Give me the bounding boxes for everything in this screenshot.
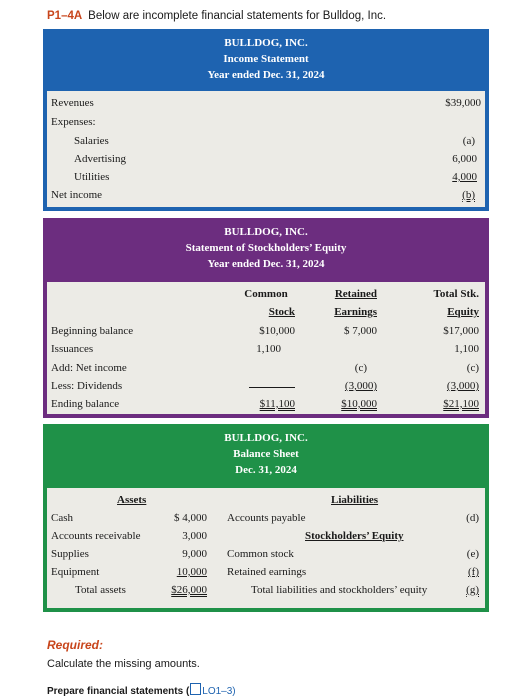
balance-sheet-panel — [43, 424, 489, 612]
common-subtotal-rule — [249, 387, 295, 388]
dividends-total: (3,000) — [446, 380, 479, 392]
document-link-icon[interactable] — [190, 683, 201, 695]
accounts-payable-label: Accounts payable — [227, 512, 306, 524]
company-name: BULLDOG, INC. — [224, 226, 308, 238]
ending-label: Ending balance — [51, 398, 120, 410]
ending-total: $21,100 — [443, 398, 479, 410]
required-heading: Required: — [47, 638, 104, 652]
income-statement-panel — [43, 29, 489, 211]
common-stock-label: Common stock — [227, 548, 294, 560]
ending-retained: $10,000 — [341, 398, 377, 410]
prepare-text: Prepare financial statements ( — [47, 686, 190, 697]
balance-sheet-title — [43, 430, 489, 478]
net-income-retained: (c) — [354, 362, 367, 374]
beginning-retained: $ 7,000 — [344, 325, 377, 337]
advertising-value: 6,000 — [452, 153, 477, 165]
cash-label: Cash — [51, 512, 73, 524]
retained-header-1: Retained — [334, 288, 377, 300]
beginning-total: $17,000 — [443, 325, 479, 337]
income-statement-body — [47, 91, 485, 207]
revenues-value: $39,000 — [445, 97, 481, 109]
problem-tag: P1–4A — [47, 10, 83, 22]
total-header-1: Total Stk. — [433, 288, 479, 300]
net-income-value: (b) — [462, 189, 475, 201]
supplies-label: Supplies — [51, 548, 89, 560]
total-liabilities-equity-label: Total liabilities and stockholders’ equity — [251, 584, 428, 596]
statement-period: Year ended Dec. 31, 2024 — [207, 69, 325, 81]
equity-header: Stockholders’ Equity — [305, 530, 404, 542]
statement-name: Income Statement — [223, 53, 309, 65]
common-header-2: Stock — [268, 306, 295, 318]
net-income-label: Add: Net income — [51, 362, 127, 374]
dividends-retained: (3,000) — [344, 380, 377, 392]
statement-period: Year ended Dec. 31, 2024 — [207, 258, 325, 270]
issuances-common: 1,100 — [256, 343, 281, 355]
revenues-label: Revenues — [51, 97, 94, 109]
total-liabilities-equity-value: (g) — [466, 584, 479, 596]
accounts-receivable-label: Accounts receivable — [51, 530, 141, 542]
income-statement-title — [43, 35, 489, 83]
liabilities-header: Liabilities — [331, 494, 379, 506]
net-income-total: (c) — [466, 362, 479, 374]
problem-text: Below are incomplete financial statements for Bulldog, Inc. — [88, 10, 387, 22]
total-assets-label: Total assets — [75, 584, 126, 596]
equity-statement-panel — [43, 218, 489, 418]
retained-header-2: Earnings — [334, 306, 377, 318]
company-name: BULLDOG, INC. — [224, 37, 308, 49]
retained-earnings-label: Retained earnings — [227, 566, 307, 578]
equipment-label: Equipment — [51, 566, 100, 578]
beginning-label: Beginning balance — [51, 325, 134, 337]
statement-name: Balance Sheet — [233, 448, 299, 460]
beginning-common: $10,000 — [259, 325, 295, 337]
accounts-receivable-value: 3,000 — [182, 530, 207, 542]
expenses-label: Expenses: — [51, 116, 96, 128]
total-header-2: Equity — [447, 306, 479, 318]
accounts-payable-value: (d) — [466, 512, 479, 524]
statement-period: Dec. 31, 2024 — [235, 464, 297, 476]
company-name: BULLDOG, INC. — [224, 432, 308, 444]
equipment-value: 10,000 — [176, 566, 207, 578]
equity-statement-title — [43, 224, 489, 272]
total-assets-value: $26,000 — [171, 584, 207, 596]
net-income-label: Net income — [51, 189, 103, 201]
learning-objective-link[interactable]: LO1–3) — [202, 686, 236, 697]
retained-earnings-value: (f) — [468, 566, 479, 578]
statement-name: Statement of Stockholders’ Equity — [185, 242, 347, 254]
equity-statement-body — [47, 282, 485, 414]
required-instruction: Calculate the missing amounts. — [47, 658, 200, 670]
assets-header: Assets — [117, 494, 147, 506]
salaries-value: (a) — [462, 135, 475, 147]
supplies-value: 9,000 — [182, 548, 207, 560]
common-stock-value: (e) — [466, 548, 479, 560]
ending-common: $11,100 — [259, 398, 295, 410]
utilities-value: 4,000 — [452, 171, 477, 183]
cash-value: $ 4,000 — [174, 512, 207, 524]
issuances-label: Issuances — [51, 343, 94, 355]
issuances-total: 1,100 — [454, 343, 479, 355]
dividends-label: Less: Dividends — [51, 380, 123, 392]
learning-objective-line — [47, 682, 236, 697]
utilities-label: Utilities — [74, 171, 110, 183]
problem-header — [47, 10, 386, 22]
balance-sheet-body — [47, 488, 485, 608]
advertising-label: Advertising — [74, 153, 126, 165]
common-header-1: Common — [244, 288, 288, 300]
salaries-label: Salaries — [74, 135, 109, 147]
